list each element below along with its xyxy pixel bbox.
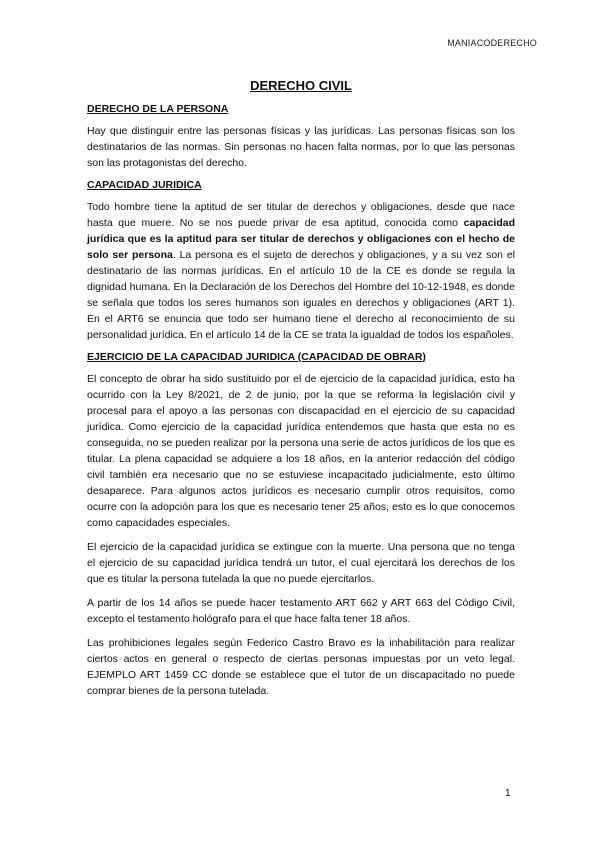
heading-capacidad-juridica: CAPACIDAD JURIDICA: [87, 179, 202, 191]
header-brand: MANIACODERECHO: [447, 38, 537, 48]
document-body: [87, 78, 515, 707]
heading-derecho-persona: DERECHO DE LA PERSONA: [87, 103, 229, 115]
paragraph-ejercicio-3: A partir de los 14 años se puede hacer testamento ART 662 y ART 663 del Código Civil, excepto el testamento hológrafo para el que hace falta tener 18 años.: [87, 597, 515, 625]
page-number: 1: [505, 788, 511, 799]
paragraph-capacidad-part-2: . La persona es el sujeto de derechos y obligaciones, y a su vez son el destinatario de las normas jurídicas. En el artículo 10 de la CE es donde se regula la dignidad humana. En la Declaración de los Derechos del Hombre del 10-12-1948, es donde se señala que todos los seres humanos son iguales en derechos y obligaciones (ART 1). En el ART6 se enuncia que todo ser humano tiene el derecho al reconocimiento de su personalidad jurídica. En el artículo 14 de la CE se trata la igualdad de todos los españoles.: [87, 249, 515, 341]
paragraph-capacidad: [87, 199, 515, 343]
paragraph-ejercicio-1: El concepto de obrar ha sido sustituido por el de ejercicio de la capacidad jurídica, esto ha ocurrido con la Ley 8/2021, de 2 de junio, por la que se reforma la legislación civil y procesal para el apoyo a las personas con discapacidad en el ejercicio de su capacidad jurídica. Como ejercicio de la capacidad jurídica entendemos que hasta que esta no es conseguida, no se pueden realizar por la persona una serie de actos jurídicos de los que es titular. La plena capacidad se adquiere a los 18 años, en la anterior redacción del código civil también era necesario que no se estuviese incapacitado judicialmente, esto último desaparece. Para algunos actos jurídicos es necesario cumplir otros requisitos, como ocurre con la adopción para los que es necesario tener 25 años, esto es lo que conocemos como capacidades especiales.: [87, 373, 515, 529]
document-title: DERECHO CIVIL: [250, 78, 352, 93]
paragraph-persona: Hay que distinguir entre las personas físicas y las jurídicas. Las personas físicas son los destinatarios de las normas. Sin personas no hacen falta normas, por lo que las personas son las protagonistas del derecho.: [87, 125, 515, 169]
paragraph-ejercicio-2: El ejercicio de la capacidad jurídica se extingue con la muerte. Una persona que no tenga el ejercicio de su capacidad jurídica tendrá un tutor, el cual ejercitará los derechos de los que es titular la persona tutelada la que no puede ejercitarlos.: [87, 541, 515, 585]
paragraph-capacidad-definition: capacidad jurídica que es la aptitud para ser titular de derechos y obligaciones con el hecho de solo ser persona: [87, 217, 515, 261]
paragraph-capacidad-part-1: Todo hombre tiene la aptitud de ser titular de derechos y obligaciones, desde que nace hasta que muere. No se nos puede privar de esa aptitud, conocida como: [87, 201, 515, 229]
heading-ejercicio-capacidad: EJERCICIO DE LA CAPACIDAD JURIDICA (CAPACIDAD DE OBRAR): [87, 351, 426, 363]
paragraph-ejercicio-4: Las prohibiciones legales según Federico Castro Bravo es la inhabilitación para realizar ciertos actos en general o respecto de ciertas personas impuestas por un veto legal. EJEMPLO ART 1459 CC donde se establece que el tutor de un discapacitado no puede comprar bienes de la persona tutelada.: [87, 637, 515, 697]
